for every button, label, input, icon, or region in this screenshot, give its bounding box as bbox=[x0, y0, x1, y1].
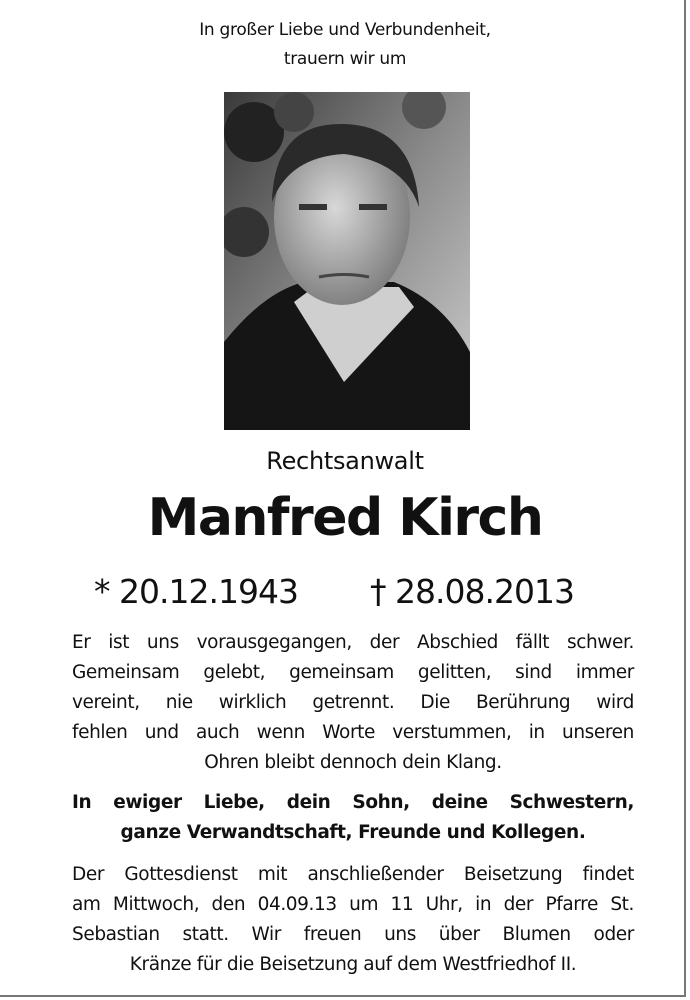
death-date: † 28.08.2013 bbox=[370, 572, 574, 611]
intro-line-2: trauern wir um bbox=[283, 49, 407, 69]
birth-date: * 20.12.1943 bbox=[94, 572, 298, 611]
intro-line-1: In großer Liebe und Verbundenheit, bbox=[199, 20, 491, 40]
poem-line: Er ist uns vorausgegangen, der Abschied fällt schwer. bbox=[72, 632, 634, 653]
poem-line: Ohren bleibt dennoch dein Klang. bbox=[204, 752, 502, 773]
service-text bbox=[72, 860, 634, 980]
service-line: Der Gottesdienst mit anschließender Beisetzung findet bbox=[72, 864, 634, 885]
deceased-name: Manfred Kirch bbox=[147, 488, 543, 548]
service-line: Sebastian statt. Wir freuen uns über Blumen oder bbox=[72, 924, 634, 945]
mourners-line: ganze Verwandtschaft, Freunde und Kollegen. bbox=[120, 822, 586, 843]
poem-line: vereint, nie wirklich getrennt. Die Berührung wird bbox=[72, 692, 634, 713]
mourners-text bbox=[72, 788, 634, 848]
service-line: Kränze für die Beisetzung auf dem Westfriedhof II. bbox=[129, 954, 577, 975]
poem-line: fehlen und auch wenn Worte verstummen, in unseren bbox=[72, 722, 634, 743]
profession: Rechtsanwalt bbox=[266, 447, 424, 475]
birth-star-icon: * bbox=[94, 572, 110, 611]
poem-text bbox=[72, 628, 634, 778]
service-line: am Mittwoch, den 04.09.13 um 11 Uhr, in der Pfarre St. bbox=[72, 894, 634, 915]
poem-line: Gemeinsam gelebt, gemeinsam gelitten, sind immer bbox=[72, 662, 634, 683]
portrait-photo bbox=[224, 92, 470, 430]
mourners-line: In ewiger Liebe, dein Sohn, deine Schwestern, bbox=[72, 792, 634, 813]
death-cross-icon: † bbox=[370, 572, 386, 611]
